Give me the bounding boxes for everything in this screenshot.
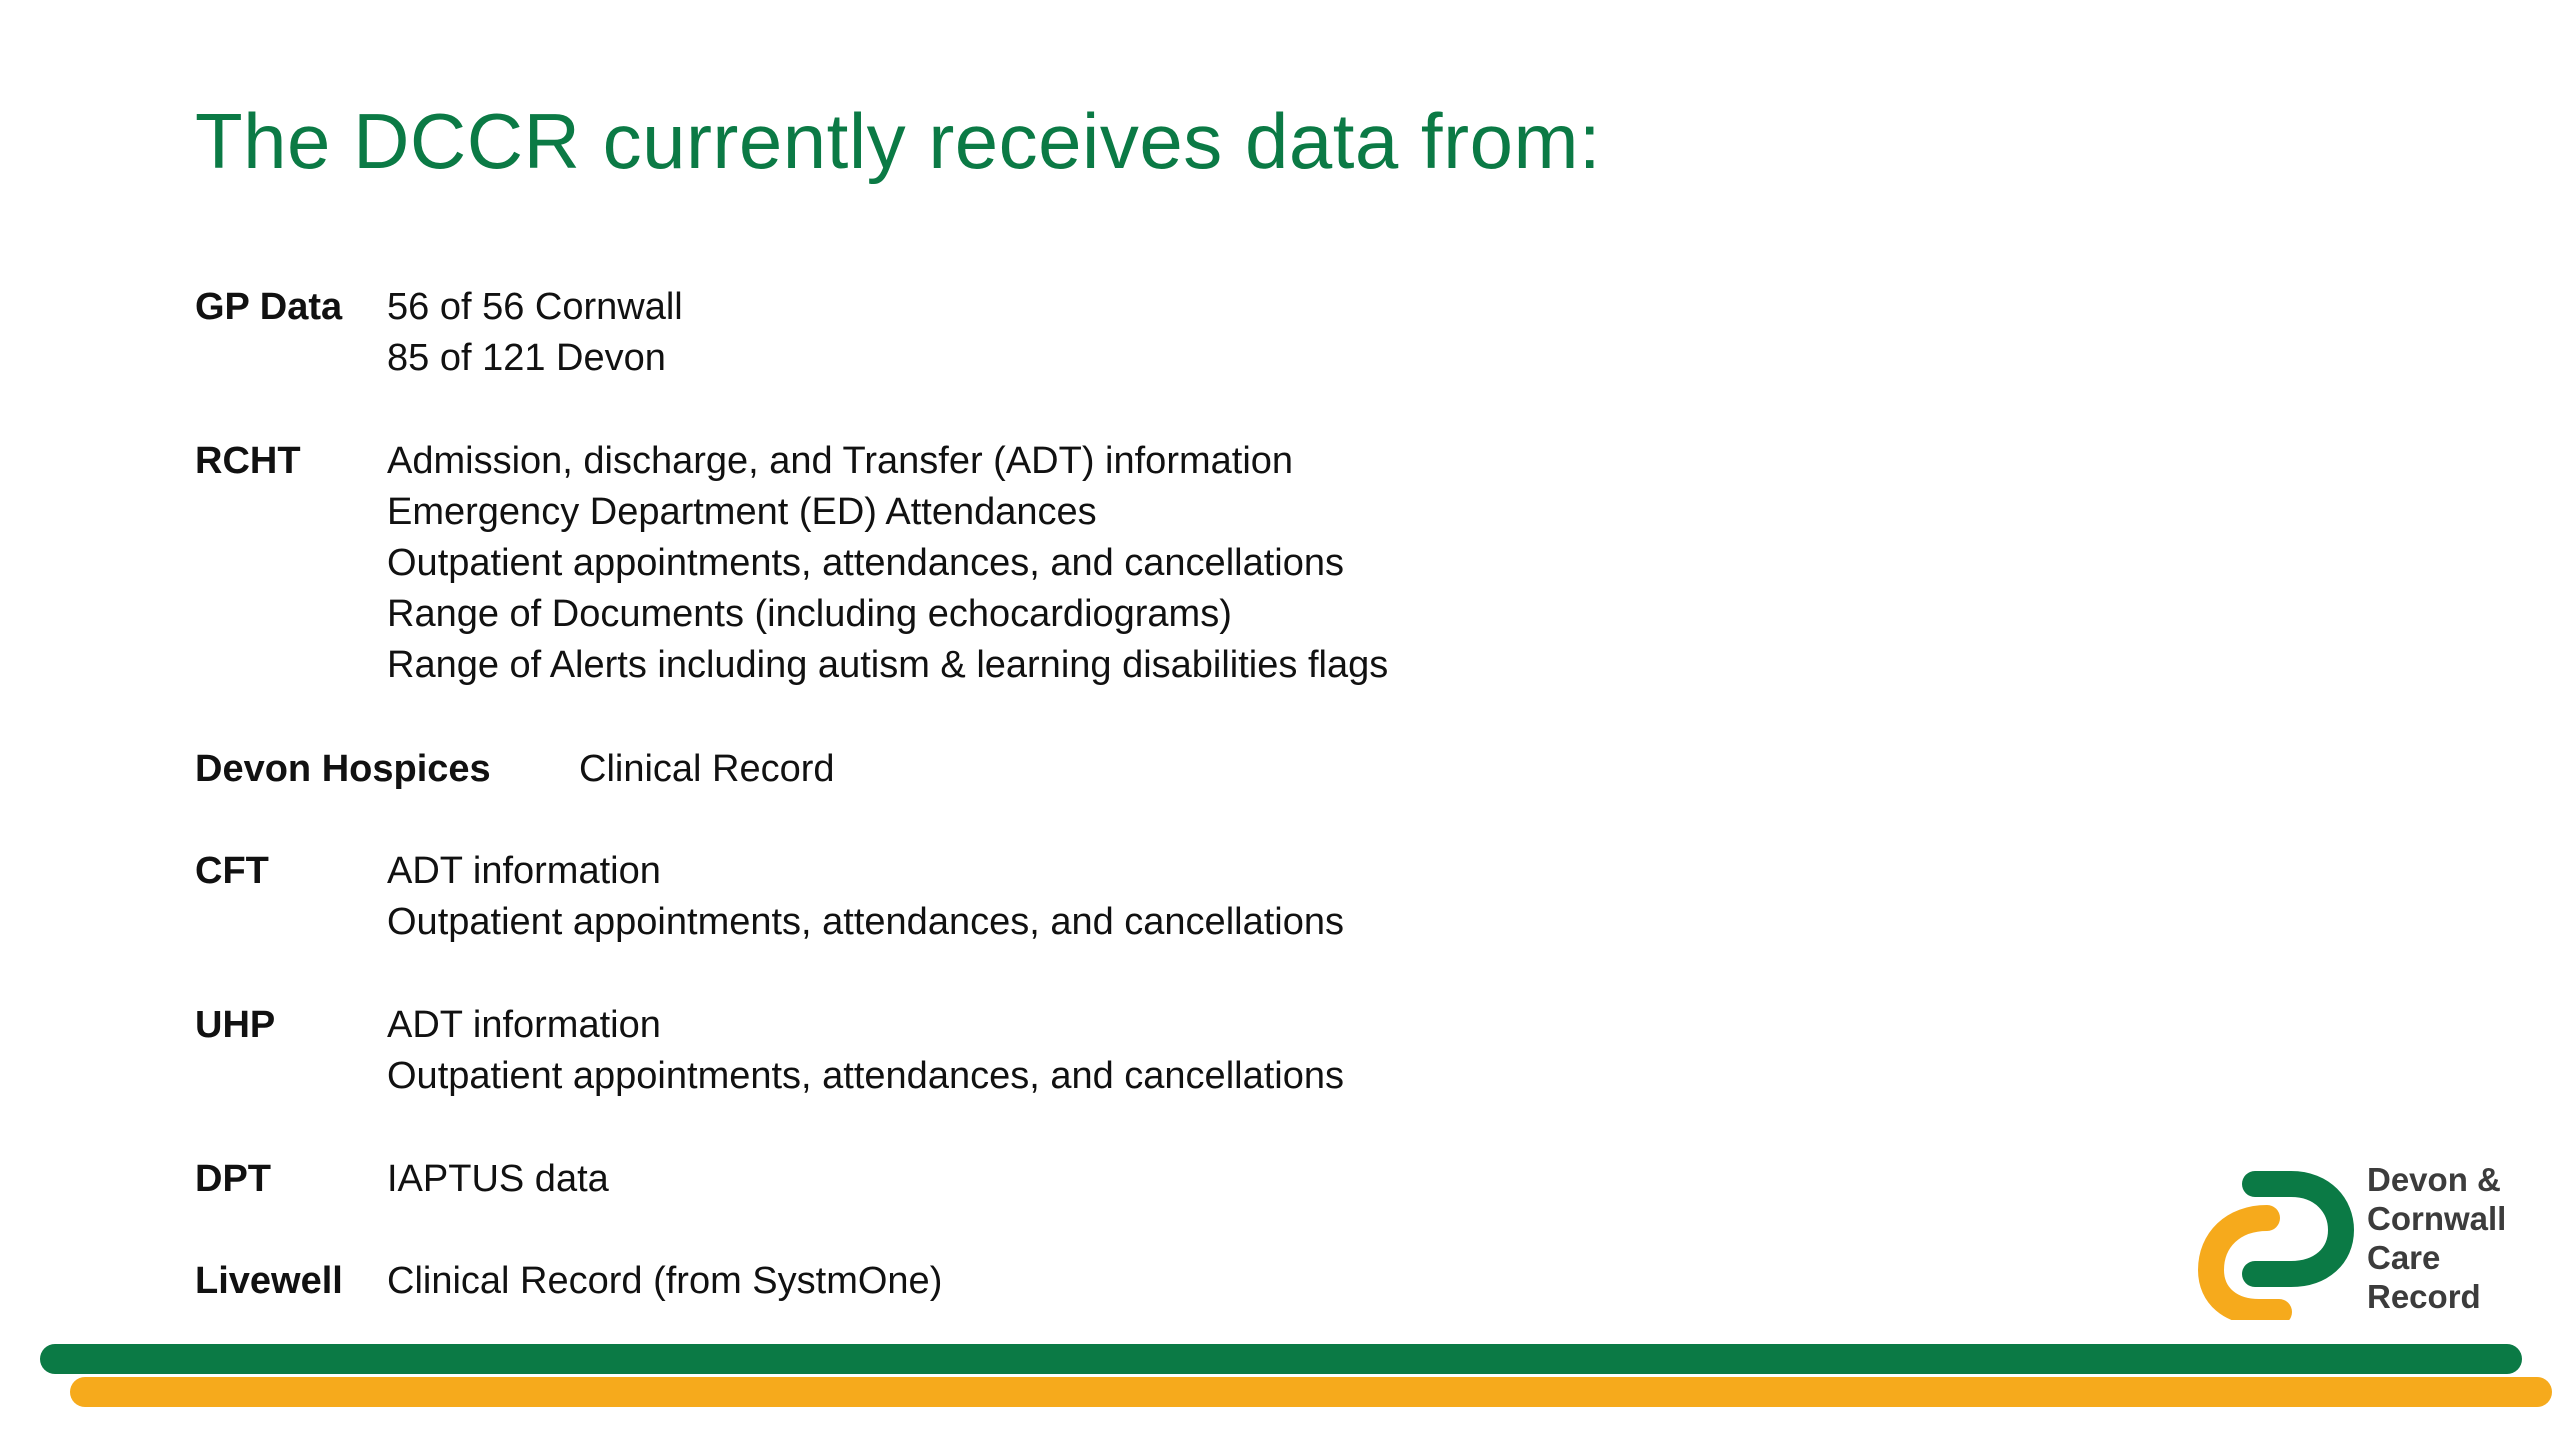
section-label: GP Data: [195, 286, 343, 328]
logo-text-line: Devon &: [2367, 1161, 2501, 1198]
section-label: RCHT: [195, 440, 301, 482]
green-footer-bar: [40, 1344, 2522, 1374]
section-lines: [387, 1256, 942, 1307]
section-line: Clinical Record (from SystmOne): [387, 1260, 943, 1302]
section-line: Range of Documents (including echocardiograms): [387, 593, 1232, 635]
section-lines: [387, 282, 683, 384]
section-line: 85 of 121 Devon: [387, 337, 666, 379]
section-line: Range of Alerts including autism & learning disabilities flags: [387, 644, 1389, 686]
orange-footer-bar: [70, 1377, 2552, 1407]
slide-title: The DCCR currently receives data from:: [195, 97, 1602, 185]
section-lines: [387, 1154, 609, 1205]
section-line: Outpatient appointments, attendances, and cancellations: [387, 1055, 1344, 1097]
section-line: Emergency Department (ED) Attendances: [387, 491, 1097, 533]
section-lines: [387, 846, 1344, 948]
section-label: Devon Hospices: [195, 748, 491, 790]
section-lines: [579, 744, 835, 795]
dccr-logo: [2195, 1160, 2525, 1325]
section-label: Livewell: [195, 1260, 343, 1302]
devon-cornwall-care-record-logo-icon: [2195, 1170, 2355, 1320]
section-label: CFT: [195, 850, 269, 892]
section-line: ADT information: [387, 1004, 661, 1046]
section-line: ADT information: [387, 850, 661, 892]
section-line: Outpatient appointments, attendances, and cancellations: [387, 542, 1344, 584]
logo-text-line: Record: [2367, 1278, 2481, 1315]
section-lines: [387, 436, 1388, 691]
section-line: Admission, discharge, and Transfer (ADT) information: [387, 440, 1294, 482]
section-line: Outpatient appointments, attendances, and cancellations: [387, 901, 1344, 943]
section-lines: [387, 1000, 1344, 1102]
section-line: Clinical Record: [579, 748, 835, 790]
section-label: UHP: [195, 1004, 276, 1046]
section-line: 56 of 56 Cornwall: [387, 286, 683, 328]
logo-text-line: Cornwall: [2367, 1200, 2507, 1237]
logo-text: [2367, 1160, 2506, 1316]
section-line: IAPTUS data: [387, 1158, 609, 1200]
section-label: DPT: [195, 1158, 271, 1200]
logo-text-line: Care: [2367, 1239, 2441, 1276]
